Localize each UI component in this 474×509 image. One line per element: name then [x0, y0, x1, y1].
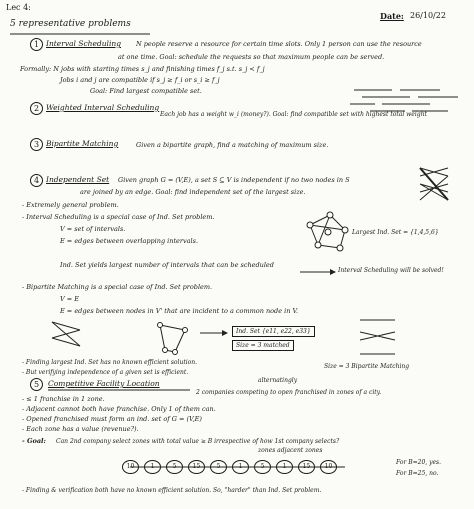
section-1-line-2: at one time. Goal: schedule the requests so that maximum people can be served.: [118, 53, 385, 61]
section-5-line-1: 2 companies competing to open franchised in zones of a city.: [196, 389, 382, 396]
section-1-title: Interval Scheduling: [46, 39, 121, 48]
matching-caption: Size = 3 Bipartite Matching: [324, 363, 410, 370]
section-5-title: Competitive Facility Location: [48, 379, 160, 388]
interval-bars-sketch: [350, 90, 458, 111]
zone-9: 15: [298, 460, 315, 474]
goal-text: Can 2nd company select zones with total value ≥ B irrespective of how 1st company selects?: [56, 438, 340, 445]
zone-7: 5: [254, 460, 271, 474]
zone-10: 10: [320, 460, 337, 474]
section-5-bullet-1: - ≤ 1 franchise in 1 zone.: [22, 395, 105, 403]
section-5-number: 5: [30, 378, 43, 391]
section-4-bullet-8: E = edges between nodes in V' that are incident to a common node in V.: [60, 307, 299, 315]
section-4-bullet-6: - Bipartite Matching is a special case of Ind. Set problem.: [22, 283, 213, 291]
b25-note: For B=25, no.: [396, 470, 439, 477]
section-5-bullet-2: - Adjacent cannot both have franchise. Only 1 of them can.: [22, 405, 216, 413]
section-1-line-4: Jobs i and j are compatible if s_j ≥ f_i or s_i ≥ f_j: [60, 76, 220, 84]
section-4-bullet-3: V = set of intervals.: [60, 225, 126, 233]
section-3-line-1: Given a bipartite graph, find a matching of maximum size.: [136, 141, 329, 149]
section-1-line-1: N people reserve a resource for certain time slots. Only 1 person can use the resource: [136, 40, 422, 48]
zone-8: 1: [276, 460, 293, 474]
section-2-title: Weighted Interval Scheduling: [46, 103, 160, 112]
lecture-number: Lec 4:: [6, 3, 31, 12]
final-note: - Finding & verification both have no known efficient solution. So, "harder" than Ind. Set problem.: [22, 487, 322, 494]
ind-set-graph: [307, 212, 348, 251]
bipartite-sketch: [420, 168, 448, 200]
edge-graph-sketch: [158, 323, 188, 355]
b20-note: For B=20, yes.: [396, 459, 442, 466]
page-title: 5 representative problems: [10, 19, 131, 29]
zone-1: 10: [122, 460, 139, 474]
section-3-number: 3: [30, 138, 43, 151]
matching-sketch: [360, 320, 395, 354]
section-4-bullet-5: Ind. Set yields largest number of intervals that can be scheduled: [60, 261, 274, 269]
section-4-title: Independent Set: [46, 175, 110, 184]
section-4-bullet-7: V = E: [60, 295, 80, 303]
alternating-note: alternatingly: [258, 377, 298, 384]
zone-6: 1: [232, 460, 249, 474]
section-5-bullet-3: - Opened franchised must form an ind. set of G = (V,E): [22, 415, 202, 423]
ind-set-box: Ind. Set {e11, e22, e33}: [232, 326, 315, 337]
graph-caption: Largest Ind. Set = {1,4,5,6}: [352, 229, 439, 236]
bipartite-left-sketch: [52, 322, 80, 346]
section-1-number: 1: [30, 38, 43, 51]
zone-2: 1: [144, 460, 161, 474]
zone-4: 15: [188, 460, 205, 474]
section-2-line-1: Each job has a weight w_i (money?). Goal: find compatible set with highest total weight: [160, 111, 427, 118]
zone-3: 5: [166, 460, 183, 474]
section-3-title: Bipartite Matching: [46, 139, 119, 148]
goal-label: - Goal:: [22, 437, 46, 445]
goal-note: zones adjacent zones: [258, 447, 323, 454]
section-4-line-1: Given graph G = (V,E), a set S ⊆ V is independent if no two nodes in S: [118, 176, 350, 184]
section-4-bullet-10: - But verifying independence of a given set is efficient.: [22, 369, 189, 376]
section-4-bullet-2: - Interval Scheduling is a special case of Ind. Set problem.: [22, 213, 215, 221]
section-4-bullet-1: - Extremely general problem.: [22, 201, 119, 209]
section-2-number: 2: [30, 102, 43, 115]
section-1-line-3: Formally: N jobs with starting times s_j and finishing times f_j s.t. s_j < f_j: [20, 65, 265, 73]
section-1-line-5: Goal: Find largest compatible set.: [90, 87, 202, 95]
section-4-number: 4: [30, 174, 43, 187]
zone-5: 5: [210, 460, 227, 474]
date-label: Date:: [380, 11, 404, 21]
section-5-bullet-4: - Each zone has a value (revenue?).: [22, 425, 139, 433]
interval-note: Interval Scheduling will be solved!: [338, 267, 444, 274]
section-4-bullet-4: E = edges between overlapping intervals.: [60, 237, 199, 245]
section-4-bullet-9: - Finding largest Ind. Set has no known efficient solution.: [22, 359, 198, 366]
date-value: 26/10/22: [410, 11, 446, 20]
section-4-line-2: are joined by an edge. Goal: find independent set of the largest size.: [80, 188, 306, 196]
size-box: Size = 3 matched: [232, 340, 294, 351]
